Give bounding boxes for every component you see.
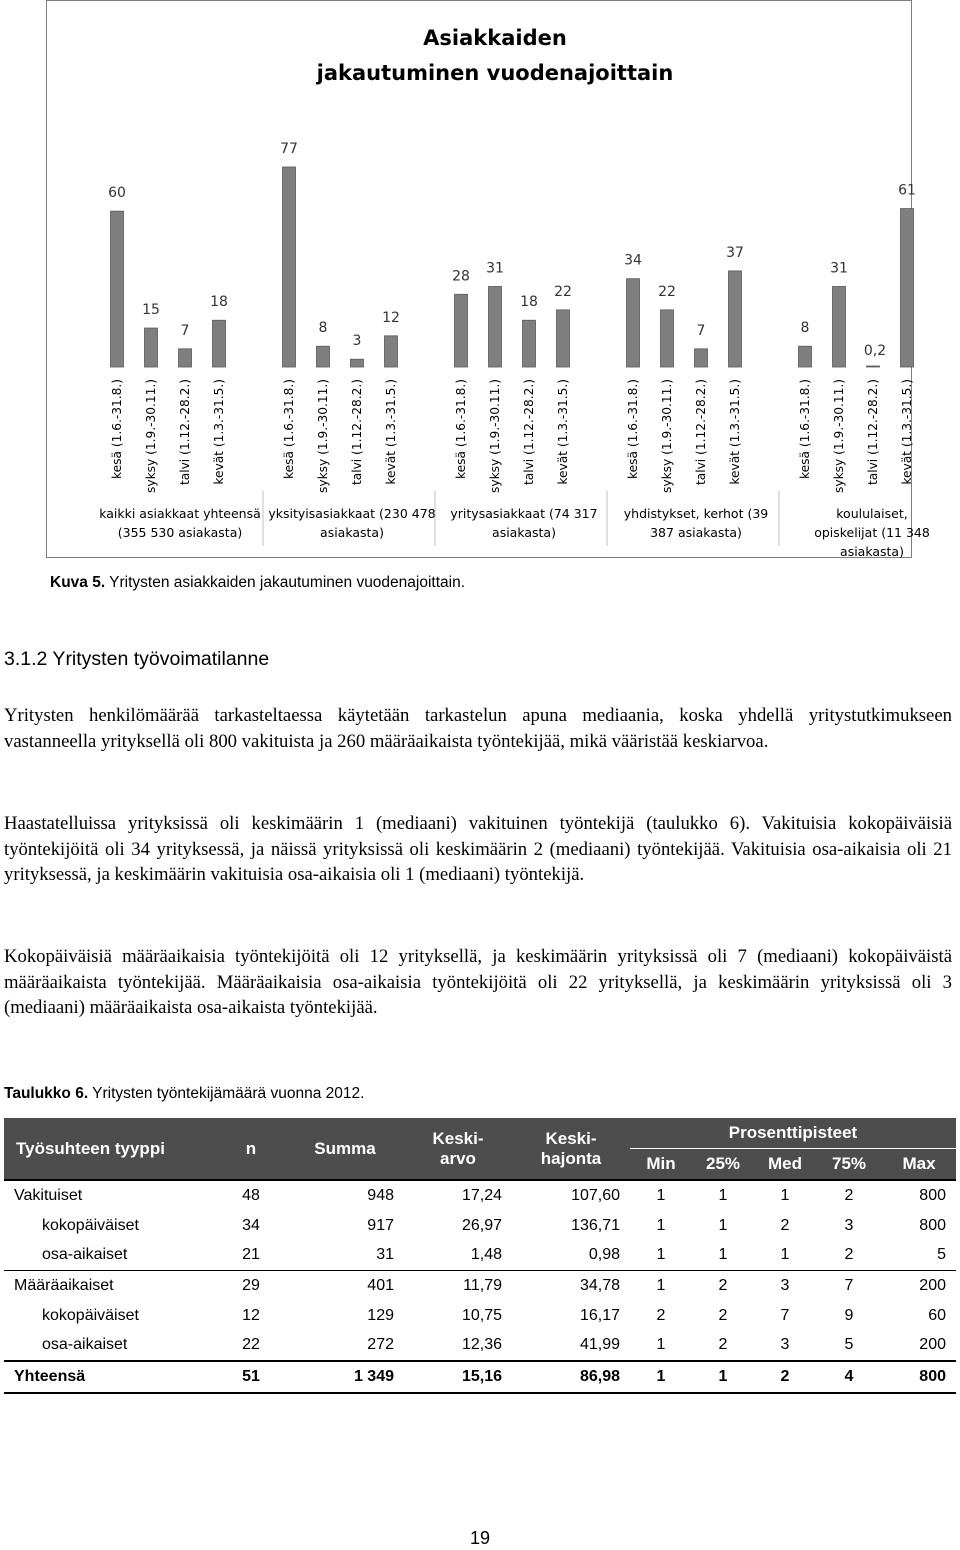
chart-category-label: kevät (1.3.-31.5.)	[900, 379, 914, 485]
cell-p75: 2	[816, 1180, 882, 1211]
cell-min: 1	[630, 1180, 692, 1211]
cell-min: 2	[656, 1306, 666, 1324]
chart-data-label: 18	[520, 294, 538, 311]
cell-sum: 129	[367, 1306, 394, 1324]
chart-bar	[867, 366, 880, 367]
header-percentiles: Prosenttipisteet	[630, 1118, 956, 1149]
chart-data-label: 60	[108, 185, 126, 202]
chart-bar	[385, 336, 398, 367]
chart-category-label: syksy (1.9.-30.11.)	[832, 379, 846, 493]
cell-p75: 3	[844, 1216, 854, 1234]
cell-mean: 26,97	[461, 1216, 502, 1234]
cell-p25: 1	[718, 1246, 728, 1264]
table-row	[4, 1330, 956, 1361]
cell-max: 200	[919, 1336, 946, 1354]
chart-bar	[695, 349, 708, 367]
cell-med: 3	[780, 1336, 790, 1354]
chart-category-label: syksy (1.9.-30.11.)	[660, 379, 674, 493]
chart-data-label: 31	[830, 260, 848, 277]
chart-bar	[833, 286, 846, 367]
chart-group-label: yhdistykset, kerhot (39	[623, 506, 769, 521]
chart-bar	[317, 346, 330, 367]
row-label: kokopäiväiset	[42, 1216, 139, 1234]
chart-group-label: koululaiset,	[836, 506, 908, 521]
chart-bar	[455, 294, 468, 367]
cell-mean: 10,75	[461, 1306, 502, 1324]
header-sd-line2: hajonta	[540, 1148, 602, 1168]
chart-group-label: 387 asiakasta)	[650, 525, 742, 540]
chart-category-label: talvi (1.12.-28.2.)	[350, 379, 364, 486]
cell-max: 200	[882, 1271, 956, 1301]
table-row	[4, 1211, 956, 1241]
header-p75: 75%	[816, 1149, 882, 1181]
cell-mean: 1,48	[470, 1246, 502, 1264]
cell-mean: 11,79	[404, 1271, 512, 1301]
cell-sd: 136,71	[571, 1216, 620, 1234]
chart-category-label: syksy (1.9.-30.11.)	[144, 379, 158, 493]
row-label: kokopäiväiset	[42, 1306, 139, 1324]
cell-min: 1	[630, 1271, 692, 1301]
cell-med: 2	[754, 1361, 816, 1393]
cell-min: 1	[656, 1216, 666, 1234]
chart-group-label: yritysasiakkaat (74 317	[450, 506, 598, 521]
chart-bar	[145, 328, 158, 367]
cell-sum: 401	[286, 1271, 404, 1301]
header-min: Min	[630, 1149, 692, 1181]
header-mean	[404, 1118, 512, 1180]
chart-bar	[557, 310, 570, 367]
cell-p75: 7	[816, 1271, 882, 1301]
chart-title: jakautuminen vuodenajoittain	[316, 61, 674, 85]
cell-max: 800	[919, 1216, 946, 1234]
cell-med: 7	[780, 1306, 790, 1324]
cell-p25: 2	[692, 1271, 754, 1301]
chart-bar	[213, 320, 226, 367]
cell-p75: 2	[844, 1246, 854, 1264]
cell-p75: 5	[844, 1336, 854, 1354]
chart-category-label: syksy (1.9.-30.11.)	[488, 379, 502, 493]
figure-caption	[50, 574, 465, 592]
figure-caption-text: Yritysten asiakkaiden jakautuminen vuodenajoittain.	[105, 574, 466, 591]
header-n: n	[216, 1118, 286, 1180]
bar-chart	[47, 1, 930, 559]
chart-group-label: kaikki asiakkaat yhteensä	[99, 506, 261, 521]
cell-n: 34	[242, 1216, 260, 1234]
cell-sum: 948	[286, 1180, 404, 1211]
section-heading: 3.1.2 Yritysten työvoimatilanne	[4, 648, 270, 670]
chart-group-label: opiskelijat (11 348	[814, 525, 930, 540]
cell-p75: 9	[844, 1306, 854, 1324]
row-label: osa-aikaiset	[42, 1246, 128, 1264]
cell-max: 60	[928, 1306, 946, 1324]
chart-data-label: 77	[280, 141, 298, 157]
chart-bar	[283, 167, 296, 367]
paragraph-1: Yritysten henkilömäärää tarkasteltaessa käytetään tarkastelun apuna mediaania, koska yhdellä yritystutkimukseen vastanneella yrityksellä oli 800 vakituista ja 260 määräaikaista työntekijää, mikä vääristää keskiarvoa.	[4, 705, 952, 752]
cell-med: 1	[780, 1246, 790, 1264]
cell-sd: 16,17	[579, 1306, 620, 1324]
cell-p25: 1	[718, 1216, 728, 1234]
chart-group-label: asiakasta)	[320, 525, 384, 540]
cell-n: 12	[242, 1306, 260, 1324]
chart-frame	[46, 0, 930, 559]
cell-n: 48	[216, 1180, 286, 1211]
table-row	[4, 1180, 956, 1211]
cell-sd: 86,98	[512, 1361, 630, 1393]
cell-mean: 12,36	[461, 1336, 502, 1354]
chart-data-label: 18	[210, 294, 228, 311]
paragraph-3: Kokopäiväisiä määräaikaisia työntekijöitä oli 12 yrityksellä, ja keskimäärin yrityksissä oli 7 (mediaani) kokopäiväistä määräaikaista työntekijää. Määräaikaisia osa-aikaisia työntekijöitä oli 22 yrityksellä, ja keskimäärin yrityksissä oli 3 (mediaani) määräaikaista osa-aikaista työntekijää.	[4, 946, 952, 1018]
cell-p25: 1	[692, 1180, 754, 1211]
chart-data-label: 7	[180, 322, 190, 339]
paragraph-2: Haastatelluissa yrityksissä oli keskimäärin 1 (mediaani) vakituinen työntekijä (taulukko 6). Vakituisia kokopäiväisiä työntekijöitä oli 34 yrityksessä, ja näissä yrityksissä oli keskimäärin 2 (mediaani) työntekijää. Vakituisia osa-aikaisia oli 21 yrityksessä, ja keskimäärin vakituisia osa-aikaisia oli 1 (mediaani) työntekijä.	[4, 813, 952, 885]
cell-max: 800	[882, 1180, 956, 1211]
row-label: Yhteensä	[4, 1361, 216, 1393]
chart-category-label: talvi (1.12.-28.2.)	[178, 379, 192, 486]
chart-data-label: 8	[800, 320, 810, 337]
chart-data-label: 34	[624, 252, 642, 269]
chart-bar	[489, 286, 502, 367]
header-mean-line2: arvo	[440, 1148, 476, 1168]
header-max: Max	[882, 1149, 956, 1181]
cell-max: 800	[882, 1361, 956, 1393]
cell-n: 51	[216, 1361, 286, 1393]
chart-category-label: kesä (1.6.-31.8.)	[626, 379, 640, 479]
cell-min: 1	[656, 1336, 666, 1354]
table-caption-text: Yritysten työntekijämäärä vuonna 2012.	[88, 1085, 365, 1102]
chart-data-label: 37	[726, 244, 744, 261]
header-mean-line1: Keski-	[432, 1128, 484, 1148]
cell-med: 3	[754, 1271, 816, 1301]
row-label: Vakituiset	[4, 1180, 216, 1211]
cell-mean: 17,24	[404, 1180, 512, 1211]
table-caption	[4, 1085, 364, 1103]
cell-min: 1	[656, 1246, 666, 1264]
chart-category-label: talvi (1.12.-28.2.)	[866, 379, 880, 486]
table-row	[4, 1240, 956, 1270]
cell-max: 5	[937, 1246, 946, 1264]
chart-title: Asiakkaiden	[423, 26, 567, 50]
chart-data-label: 15	[142, 302, 160, 319]
cell-med: 2	[780, 1216, 790, 1234]
table-row	[4, 1301, 956, 1331]
header-sum: Summa	[286, 1118, 404, 1180]
workforce-table	[4, 1118, 956, 1394]
cell-mean: 15,16	[404, 1361, 512, 1393]
cell-n: 29	[216, 1271, 286, 1301]
chart-category-label: kesä (1.6.-31.8.)	[110, 379, 124, 479]
chart-category-label: kevät (1.3.-31.5.)	[728, 379, 742, 485]
chart-bar	[901, 209, 914, 367]
chart-bar	[179, 349, 192, 367]
header-type: Työsuhteen tyyppi	[4, 1118, 216, 1180]
chart-category-label: syksy (1.9.-30.11.)	[316, 379, 330, 493]
cell-sum: 1 349	[286, 1361, 404, 1393]
cell-p75: 4	[816, 1361, 882, 1393]
chart-bar	[351, 359, 364, 367]
chart-group-label: asiakasta)	[492, 525, 556, 540]
chart-data-label: 28	[452, 268, 470, 285]
cell-p25: 2	[718, 1336, 728, 1354]
chart-category-label: kevät (1.3.-31.5.)	[212, 379, 226, 485]
chart-category-label: kevät (1.3.-31.5.)	[384, 379, 398, 485]
chart-bar	[523, 320, 536, 367]
chart-category-label: kesä (1.6.-31.8.)	[454, 379, 468, 479]
chart-group-label: yksityisasiakkaat (230 478	[268, 506, 436, 521]
chart-group-label: (355 530 asiakasta)	[117, 525, 243, 540]
row-label: Määräaikaiset	[4, 1271, 216, 1301]
cell-med: 1	[754, 1180, 816, 1211]
cell-p25: 2	[718, 1306, 728, 1324]
chart-data-label: 12	[382, 309, 400, 326]
cell-p25: 1	[692, 1361, 754, 1393]
chart-data-label: 22	[658, 283, 676, 300]
chart-data-label: 31	[486, 260, 504, 277]
cell-sd: 34,78	[512, 1271, 630, 1301]
cell-sum: 31	[376, 1246, 394, 1264]
cell-n: 22	[242, 1336, 260, 1354]
chart-data-label: 0,2	[863, 343, 887, 359]
chart-category-label: kesä (1.6.-31.8.)	[798, 379, 812, 479]
chart-category-label: kevät (1.3.-31.5.)	[556, 379, 570, 485]
chart-category-label: talvi (1.12.-28.2.)	[694, 379, 708, 486]
cell-n: 21	[242, 1246, 260, 1264]
header-sd-line1: Keski-	[545, 1128, 597, 1148]
header-sd	[512, 1118, 630, 1180]
cell-sd: 107,60	[512, 1180, 630, 1211]
cell-min: 1	[630, 1361, 692, 1393]
chart-group-label: asiakasta)	[840, 544, 904, 559]
chart-data-label: 22	[554, 283, 572, 300]
chart-data-label: 3	[352, 333, 362, 350]
chart-bar	[111, 211, 124, 367]
chart-data-label: 8	[318, 320, 328, 337]
table-row	[4, 1271, 956, 1301]
page-number: 19	[469, 1528, 491, 1548]
header-p25: 25%	[692, 1149, 754, 1181]
chart-bar	[661, 310, 674, 367]
table-caption-label: Taulukko 6.	[4, 1085, 89, 1102]
chart-bar	[627, 279, 640, 367]
chart-bar	[729, 271, 742, 367]
cell-sd: 41,99	[579, 1336, 620, 1354]
row-label: osa-aikaiset	[42, 1336, 128, 1354]
header-med: Med	[754, 1149, 816, 1181]
chart-data-label: 7	[696, 322, 706, 339]
chart-category-label: talvi (1.12.-28.2.)	[522, 379, 536, 486]
chart-bar	[799, 346, 812, 367]
chart-category-label: kesä (1.6.-31.8.)	[282, 379, 296, 479]
figure-caption-label: Kuva 5.	[50, 574, 106, 591]
cell-sum: 917	[367, 1216, 394, 1234]
cell-sum: 272	[367, 1336, 394, 1354]
table-total-row	[4, 1361, 956, 1393]
cell-sd: 0,98	[588, 1246, 620, 1264]
chart-data-label: 61	[898, 182, 916, 199]
